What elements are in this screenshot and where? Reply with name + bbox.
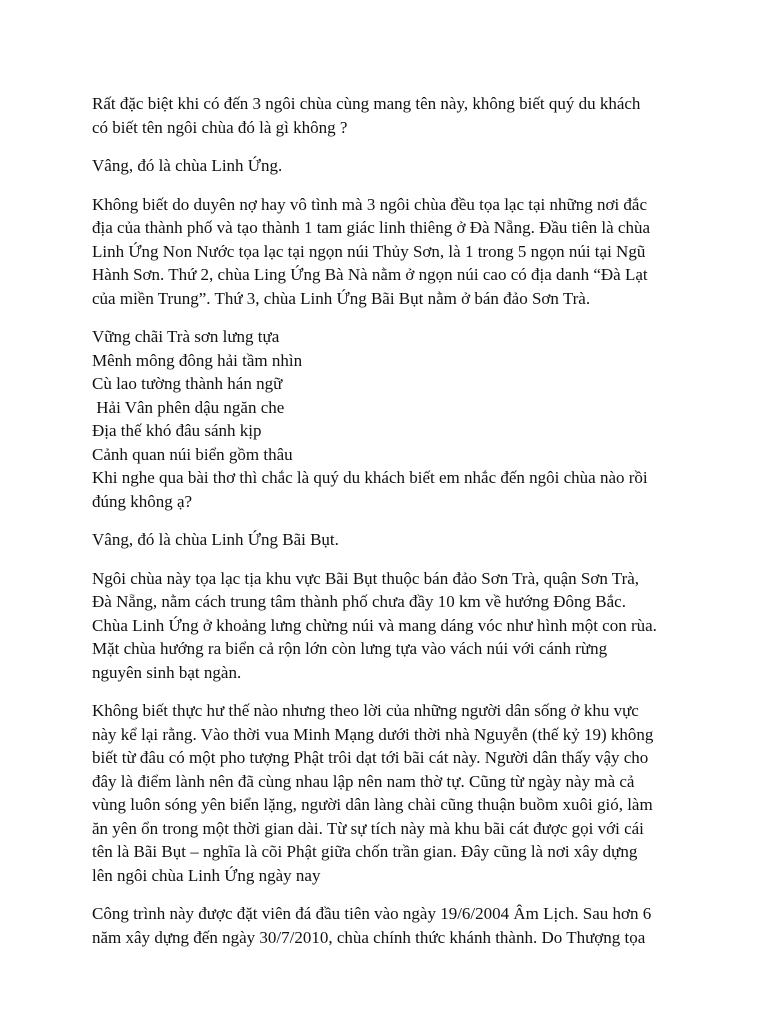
- poem-line: Vững chãi Trà sơn lưng tựa: [92, 327, 280, 346]
- paragraph-construction: Công trình này được đặt viên đá đầu tiên vào ngày 19/6/2004 Âm Lịch. Sau hơn 6 năm xây dựng đến ngày 30/7/2010, chùa chính thức khánh thành. Do Thượng tọa: [92, 904, 652, 947]
- paragraph-answer-linh-ung: Vâng, đó là chùa Linh Ứng.: [92, 156, 283, 175]
- poem-line: Cảnh quan núi biển gồm thâu: [92, 444, 293, 464]
- document-page: [92, 92, 688, 964]
- paragraph-three-pagodas: Không biết do duyên nợ hay vô tình mà 3 ngôi chùa đều tọa lạc tại những nơi đắc địa của thành phố và tạo thành 1 tam giác linh thiêng ở Đà Nẵng. Đầu tiên là chùa Linh Ứng Non Nước tọa lạc tại ngọn núi Thủy Sơn, là 1 trong 5 ngọn núi tại Ngũ Hành Sơn. Thứ 2, chùa Ling Ứng Bà Nà nằm ở ngọn núi cao có địa danh “Đà Lạt của miền Trung”. Thứ 3, chùa Linh Ứng Bãi Bụt nằm ở bán đảo Sơn Trà.: [92, 194, 651, 308]
- paragraph-answer-bai-but: Vâng, đó là chùa Linh Ứng Bãi Bụt.: [92, 530, 339, 549]
- paragraph-poem-question: Khi nghe qua bài thơ thì chắc là quý du khách biết em nhắc đến ngôi chùa nào rồi đúng không ạ?: [92, 468, 648, 511]
- poem-line: Địa thế khó đâu sánh kịp: [92, 421, 262, 440]
- paragraph-intro-question: Rất đặc biệt khi có đến 3 ngôi chùa cùng mang tên này, không biết quý du khách có biết tên ngôi chùa đó là gì không ?: [92, 94, 641, 137]
- poem-block: [92, 325, 688, 466]
- poem-line: Mênh mông đông hải tầm nhìn: [92, 350, 303, 370]
- poem-line: Hải Vân phên dậu ngăn che: [92, 397, 285, 417]
- paragraph-location: Ngôi chùa này tọa lạc tịa khu vực Bãi Bụt thuộc bán đảo Sơn Trà, quận Sơn Trà, Đà Nẵng, nằm cách trung tâm thành phố chưa đầy 10 km về hướng Đông Bắc. Chùa Linh Ứng ở khoảng lưng chừng núi và mang dáng vóc như hình một con rùa. Mặt chùa hướng ra biển cả rộn lớn còn lưng tựa vào vách núi với cánh rừng nguyên sinh bạt ngàn.: [92, 568, 657, 682]
- poem-line: Cù lao tường thành hán ngữ: [92, 374, 283, 393]
- paragraph-legend: Không biết thực hư thế nào nhưng theo lời của những người dân sống ở khu vực này kể lại rằng. Vào thời vua Minh Mạng dưới thời nhà Nguyễn (thế kỷ 19) không biết từ đâu có một pho tượng Phật trôi dạt tới bãi cát này. Người dân thấy vậy cho đây là điểm lành nên đã cùng nhau lập nên nam thờ tự. Cũng từ ngày này mà cả vùng luôn sóng yên biển lặng, người dân làng chài cũng thuận buồm xuôi gió, làm ăn yên ổn trong một thời gian dài. Từ sự tích này mà khu bãi cát được gọi với cái tên là Bãi Bụt – nghĩa là cõi Phật giữa chốn trần gian. Đây cũng là nơi xây dựng lên ngôi chùa Linh Ứng ngày nay: [92, 701, 654, 885]
